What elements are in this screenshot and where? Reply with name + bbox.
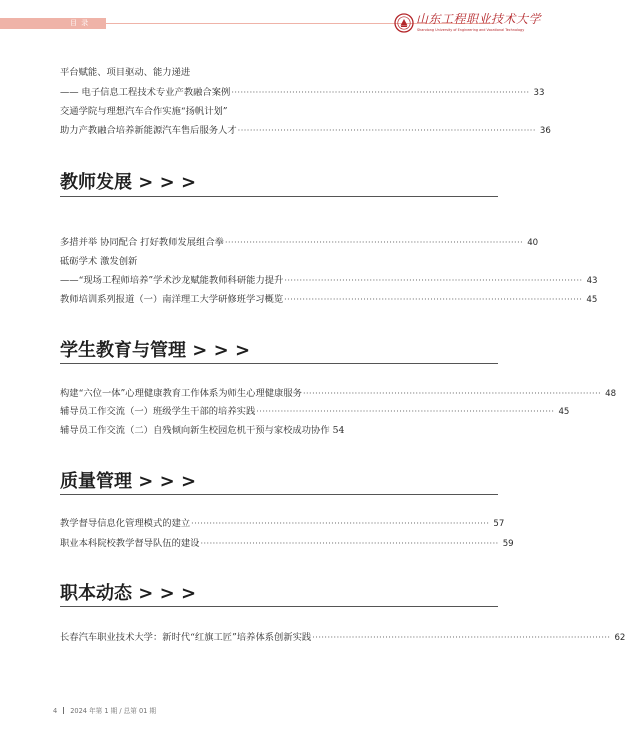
footer-divider [63, 707, 64, 714]
leader-dots: ·································································································· [302, 389, 602, 398]
logo-text-cn: 山东工程职业技术大学 [416, 12, 542, 26]
issue-info: 2024 年第 1 期 / 总第 01 期 [70, 707, 157, 715]
toc-entry-page: 40 [527, 238, 539, 248]
seal-icon [394, 13, 414, 33]
toc-entry-page: 43 [586, 276, 598, 286]
toc-entry[interactable] [60, 66, 498, 80]
toc-entry-title: 构建“六位一体”心理健康教育工作体系为师生心理健康服务 [60, 388, 302, 399]
section-rule [60, 363, 498, 364]
toc-entry-title: 教学督导信息化管理模式的建立 [60, 518, 191, 529]
toc-entry-page: 59 [502, 539, 514, 549]
section-rule [60, 196, 498, 197]
toc-entry-page: 48 [605, 389, 617, 399]
toc-entry[interactable] [60, 86, 545, 100]
toc-entry-title: 多措并举 协同配合 打好教师发展组合拳 [60, 237, 224, 248]
toc-entry-title: 平台赋能、项目驱动、能力递进 [60, 67, 191, 78]
toc-entry[interactable] [60, 236, 539, 250]
toc-entry[interactable] [60, 517, 505, 531]
toc-entry-title: —— 电子信息工程技术专业产教融合案例 [60, 87, 231, 98]
leader-dots: ·································································································· [312, 633, 611, 642]
section-heading: 质量管理 > > > [60, 471, 197, 492]
section-rule [60, 494, 498, 495]
leader-dots: ·································································································· [191, 519, 490, 528]
toc-entry[interactable] [60, 631, 625, 645]
toc-entry-title: 砥砺学术 激发创新 [60, 256, 138, 267]
toc-entry-title: 教师培训系列报道（一）南洋理工大学研修班学习概览 [60, 294, 284, 305]
university-logo [394, 12, 542, 38]
toc-entry-title: 辅导员工作交流（一）班级学生干部的培养实践 [60, 406, 256, 417]
leader-dots: ·································································································· [200, 539, 499, 548]
toc-entry-title: 助力产教融合培养新能源汽车售后服务人才 [60, 125, 237, 136]
toc-entry[interactable] [60, 124, 551, 138]
toc-entry[interactable] [60, 105, 498, 119]
toc-entry[interactable] [60, 274, 598, 288]
logo-text-en: Shandong University of Engineering and Vocational Technology [417, 28, 525, 32]
toc-entry-page: 33 [533, 88, 545, 98]
toc-entry-page: 45 [586, 295, 598, 305]
section-heading: 职本动态 > > > [60, 583, 197, 604]
toc-entry-title: ——“现场工程师培养”学术沙龙赋能教师科研能力提升 [60, 275, 284, 286]
toc-entry-page: 62 [614, 633, 625, 643]
section-rule [60, 606, 498, 607]
leader-dots: ·································································································· [237, 126, 536, 135]
section-heading: 学生教育与管理 > > > [60, 340, 251, 361]
leader-dots: ·································································································· [284, 276, 583, 285]
toc-entry-title: 交通学院与理想汽车合作实施“扬帆计划” [60, 106, 228, 117]
toc-entry[interactable] [60, 293, 598, 307]
section-heading: 教师发展 > > > [60, 172, 197, 193]
leader-dots: ·································································································· [284, 295, 583, 304]
toc-entry-title: 职业本科院校教学督导队伍的建设 [60, 538, 200, 549]
leader-dots: ·································································································· [231, 88, 530, 97]
toc-label: 目 录 [70, 19, 90, 27]
toc-entry-page: 36 [539, 126, 551, 136]
toc-entry-title: 辅导员工作交流（二）自残倾向新生校园危机干预与家校成功协作 54 [60, 425, 345, 436]
page-footer [53, 707, 156, 716]
toc-entry-page: 57 [493, 519, 505, 529]
toc-entry-title: 长春汽车职业技术大学：新时代“红旗工匠”培养体系创新实践 [60, 632, 312, 643]
leader-dots: ·································································································· [224, 238, 524, 247]
leader-dots: ·································································································· [256, 407, 555, 416]
toc-entry[interactable] [60, 255, 498, 269]
page-number: 4 [53, 707, 58, 715]
toc-entry-page: 45 [558, 407, 570, 417]
toc-entry[interactable] [60, 405, 570, 419]
header-band [0, 18, 106, 29]
toc-entry[interactable] [60, 537, 514, 551]
toc-entry[interactable] [60, 424, 498, 438]
toc-entry[interactable] [60, 387, 617, 401]
